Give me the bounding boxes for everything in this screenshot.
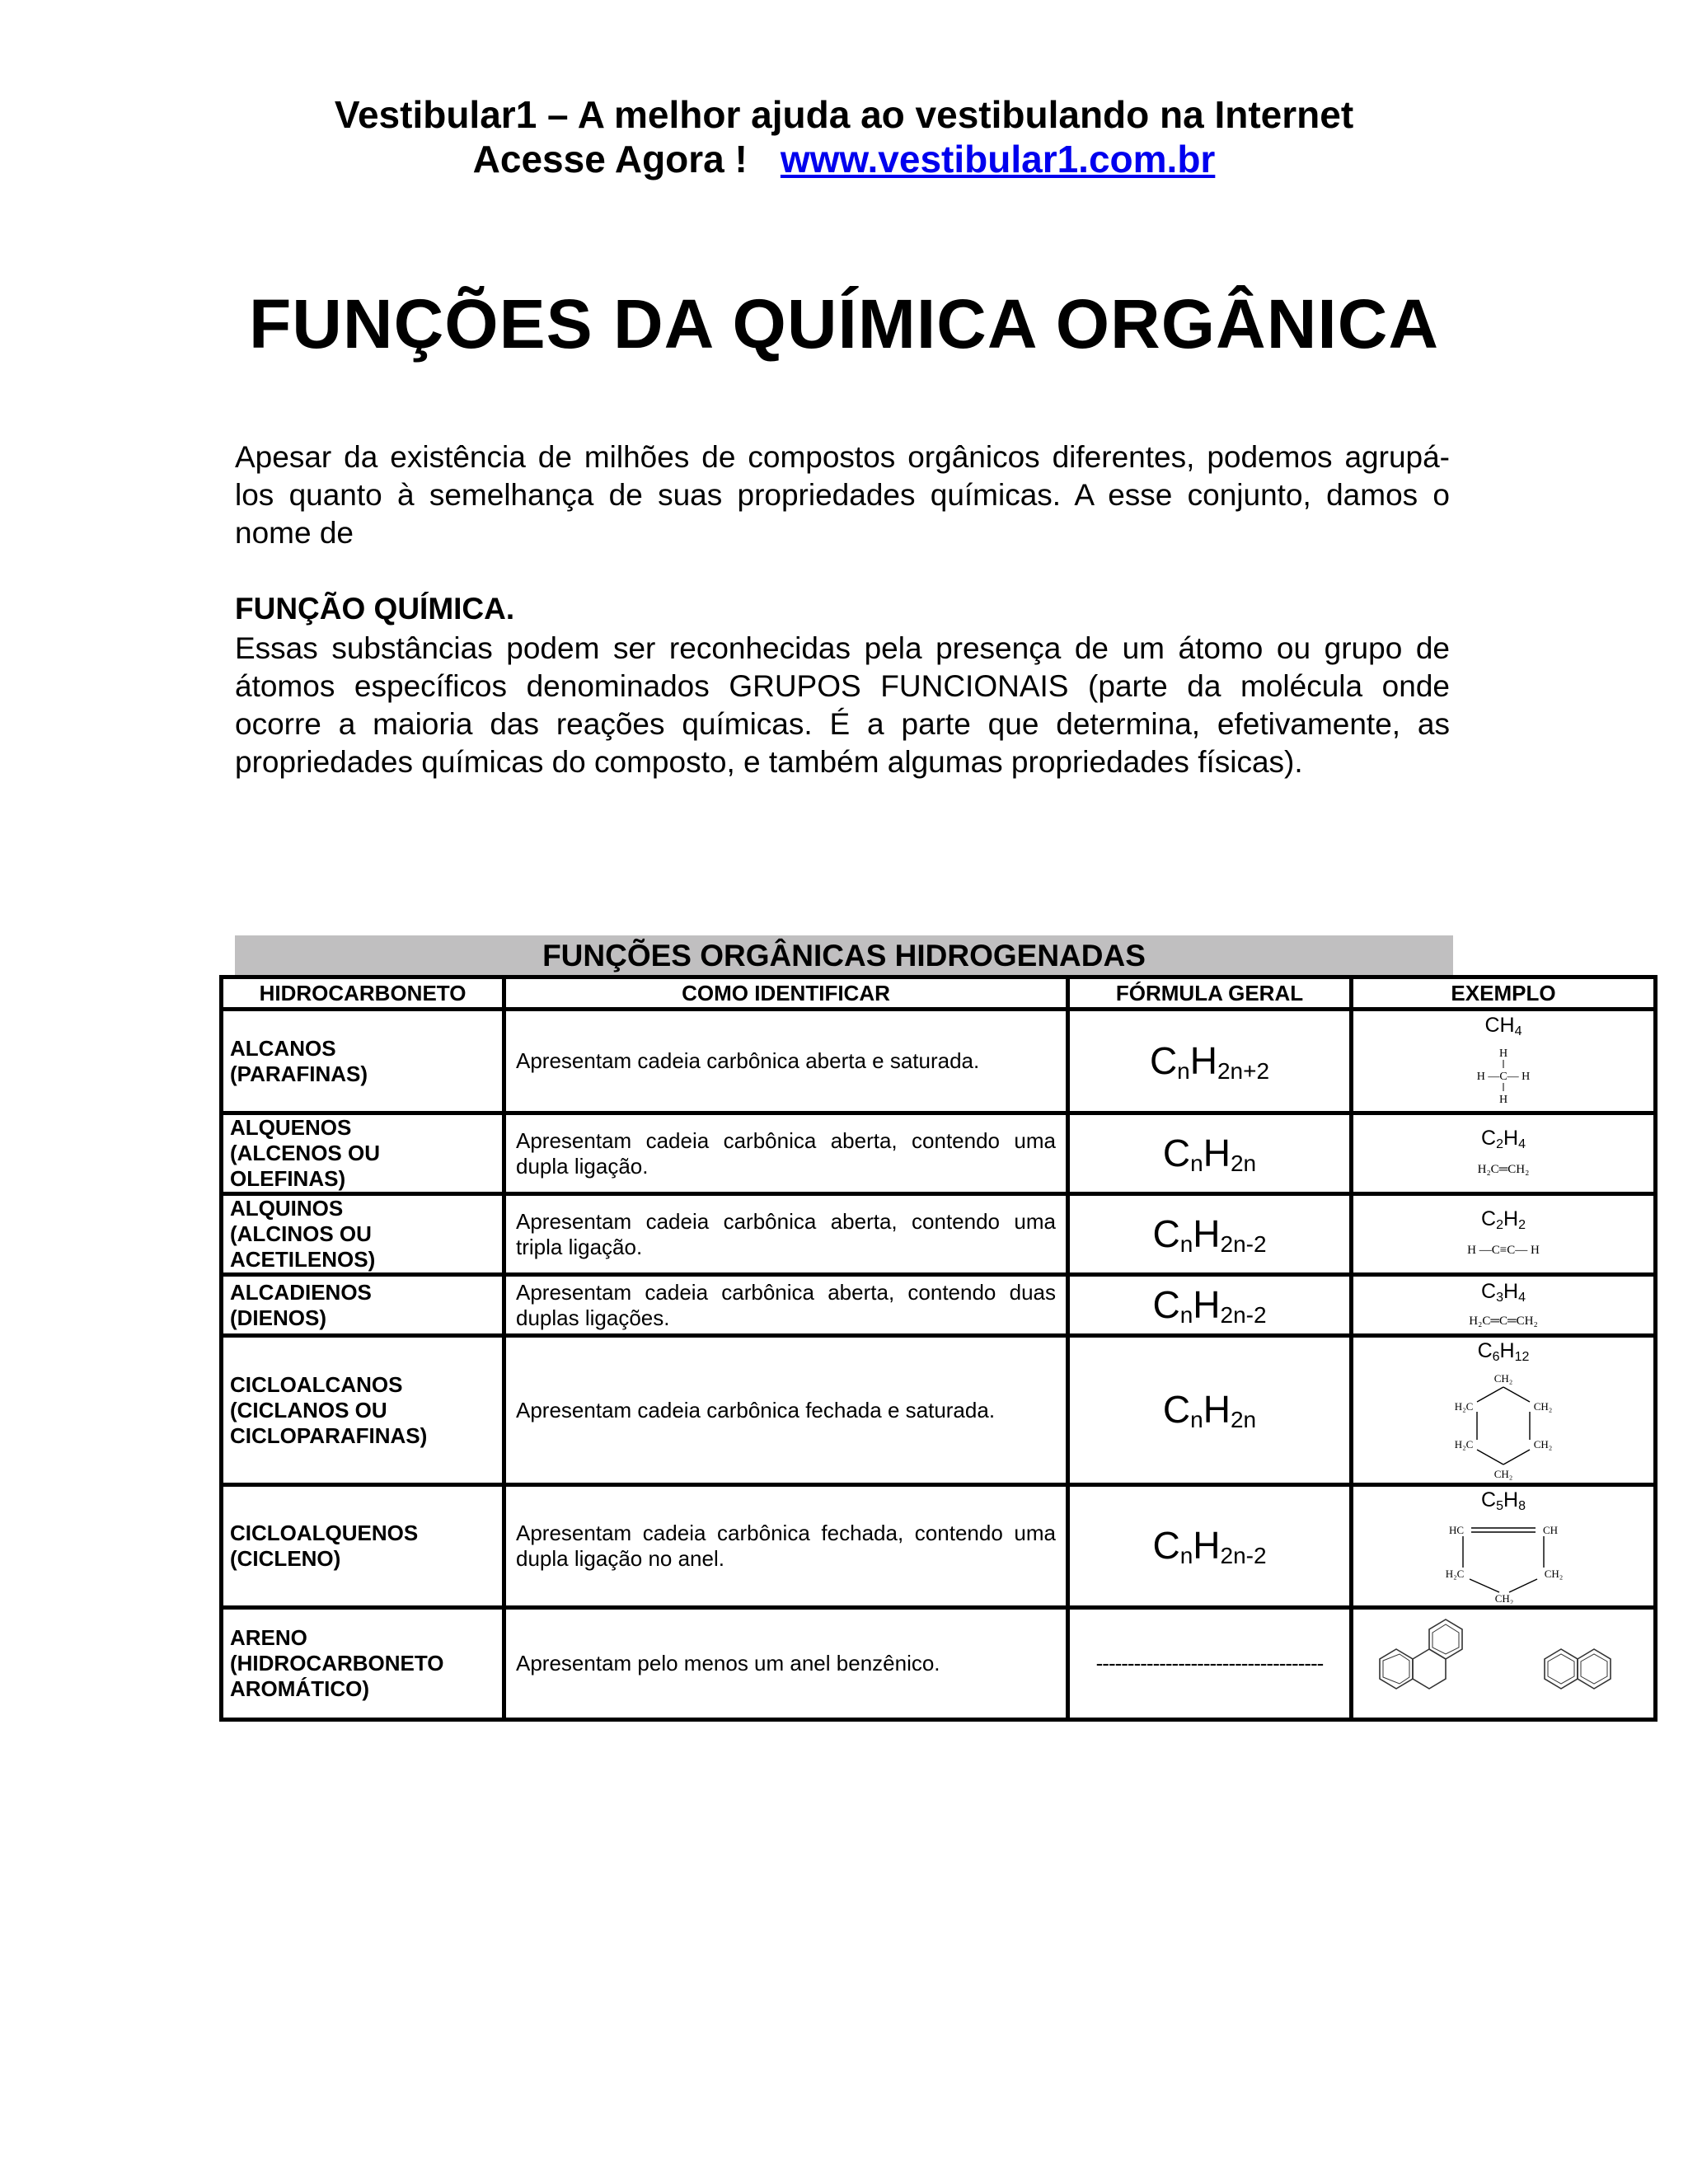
access-now-text: Acesse Agora ! bbox=[472, 138, 748, 180]
svg-text:CH₂: CH₂ bbox=[1494, 1592, 1514, 1604]
cyclohexane-structure-icon bbox=[1437, 1369, 1569, 1481]
svg-text:H: H bbox=[1498, 1093, 1508, 1106]
col-header: FÓRMULA GERAL bbox=[1068, 977, 1352, 1010]
general-formula: $C_nH_{2n-2}$ bbox=[1068, 1194, 1352, 1275]
hydrocarbon-name: ARENO (HIDROCARBONETO AROMÁTICO) bbox=[222, 1608, 504, 1720]
example-cell bbox=[1352, 1485, 1656, 1608]
function-heading: FUNÇÃO QUÍMICA. bbox=[235, 592, 515, 626]
example-formula: $CH_4$ bbox=[1484, 1013, 1522, 1038]
svg-text:CH₂: CH₂ bbox=[1493, 1372, 1513, 1385]
table-row bbox=[222, 1275, 1656, 1336]
col-header: EXEMPLO bbox=[1352, 977, 1656, 1010]
phenanthrene-icon bbox=[1380, 1619, 1462, 1689]
hydrocarbon-name: ALQUINOS (ALCINOS OU ACETILENOS) bbox=[222, 1194, 504, 1275]
identification-text: Apresentam cadeia carbônica fechada e saturada. bbox=[504, 1336, 1068, 1485]
propadiene-structure-icon bbox=[1421, 1310, 1586, 1331]
methane-structure-icon bbox=[1454, 1043, 1553, 1109]
svg-text:H₂C: H₂C bbox=[1454, 1400, 1474, 1413]
table-banner: FUNÇÕES ORGÂNICAS HIDROGENADAS bbox=[235, 935, 1453, 975]
hydrocarbon-name: CICLOALQUENOS (CICLENO) bbox=[222, 1485, 504, 1608]
example-formula: $C_2H_4$ bbox=[1481, 1126, 1526, 1151]
table-row bbox=[222, 1113, 1656, 1194]
general-formula: ------------------------------------ bbox=[1068, 1608, 1352, 1720]
example-formula: $C_5H_8$ bbox=[1481, 1488, 1526, 1513]
hydrocarbon-name: ALQUENOS (ALCENOS OU OLEFINAS) bbox=[222, 1113, 504, 1194]
svg-text:H₂C═C═CH₂: H₂C═C═CH₂ bbox=[1469, 1314, 1538, 1328]
example-formula: $C_6H_{12}$ bbox=[1477, 1339, 1530, 1364]
example-cell bbox=[1352, 1608, 1656, 1720]
example-formula: $C_3H_4$ bbox=[1481, 1279, 1526, 1305]
table-row bbox=[222, 1010, 1656, 1113]
identification-text: Apresentam cadeia carbônica aberta e saturada. bbox=[504, 1010, 1068, 1113]
svg-text:H —C— H: H —C— H bbox=[1476, 1070, 1531, 1083]
identification-text: Apresentam cadeia carbônica aberta, contendo duas duplas ligações. bbox=[504, 1275, 1068, 1336]
svg-text:H —C≡C— H: H —C≡C— H bbox=[1467, 1243, 1540, 1257]
cyclopentene-structure-icon bbox=[1433, 1518, 1573, 1604]
col-header: HIDROCARBONETO bbox=[222, 977, 504, 1010]
svg-text:H₂C: H₂C bbox=[1445, 1568, 1465, 1580]
identification-text: Apresentam cadeia carbônica aberta, contendo uma dupla ligação. bbox=[504, 1113, 1068, 1194]
page-title: FUNÇÕES DA QUÍMICA ORGÂNICA bbox=[248, 285, 1440, 363]
col-header: COMO IDENTIFICAR bbox=[504, 977, 1068, 1010]
example-cell bbox=[1352, 1336, 1656, 1485]
ethene-structure-icon bbox=[1437, 1156, 1569, 1181]
hydrocarbon-table bbox=[219, 975, 1658, 1722]
identification-text: Apresentam cadeia carbônica aberta, contendo uma tripla ligação. bbox=[504, 1194, 1068, 1275]
svg-text:CH: CH bbox=[1542, 1524, 1559, 1536]
svg-text:H₂C═CH₂: H₂C═CH₂ bbox=[1477, 1162, 1530, 1176]
table-row bbox=[222, 1608, 1656, 1720]
hydrocarbon-name: ALCADIENOS (DIENOS) bbox=[222, 1275, 504, 1336]
intro-paragraph: Apesar da existência de milhões de compostos orgânicos diferentes, podemos agrupá-los quanto à semelhança de suas propriedades químicas. A esse conjunto, damos o nome de bbox=[235, 440, 1450, 550]
general-formula: $C_nH_{2n}$ bbox=[1068, 1336, 1352, 1485]
hydrocarbon-name: CICLOALCANOS (CICLANOS OU CICLOPARAFINAS) bbox=[222, 1336, 504, 1485]
svg-text:H: H bbox=[1498, 1047, 1508, 1060]
svg-text:H₂C: H₂C bbox=[1454, 1438, 1474, 1451]
hydrocarbon-name: ALCANOS (PARAFINAS) bbox=[222, 1010, 504, 1113]
example-cell bbox=[1352, 1194, 1656, 1275]
table-header-row bbox=[222, 977, 1656, 1010]
svg-text:CH₂: CH₂ bbox=[1533, 1400, 1553, 1413]
ethyne-structure-icon bbox=[1437, 1237, 1569, 1262]
svg-text:CH₂: CH₂ bbox=[1533, 1438, 1553, 1451]
general-formula: $C_nH_{2n}$ bbox=[1068, 1113, 1352, 1194]
identification-text: Apresentam cadeia carbônica fechada, contendo uma dupla ligação no anel. bbox=[504, 1485, 1068, 1608]
identification-text: Apresentam pelo menos um anel benzênico. bbox=[504, 1608, 1068, 1720]
example-formula: $C_2H_2$ bbox=[1481, 1207, 1526, 1232]
site-link[interactable]: www.vestibular1.com.br bbox=[780, 138, 1216, 180]
svg-text:CH₂: CH₂ bbox=[1544, 1568, 1564, 1580]
function-paragraph: Essas substâncias podem ser reconhecidas pela presença de um átomo ou grupo de átomos específicos denominados GRUPOS FUNCIONAIS (parte da molécula onde ocorre a maioria das reações químicas. É a parte que determina, efetivamente, as propriedades químicas do composto, e também algumas propriedades físicas). bbox=[235, 631, 1450, 779]
svg-text:HC: HC bbox=[1448, 1524, 1465, 1536]
aromatic-examples-icon bbox=[1363, 1616, 1643, 1707]
table-row bbox=[222, 1336, 1656, 1485]
site-header-line2 bbox=[0, 137, 1688, 181]
site-header-line1: Vestibular1 – A melhor ajuda ao vestibulando na Internet bbox=[334, 93, 1354, 136]
table-row bbox=[222, 1485, 1656, 1608]
table-row bbox=[222, 1194, 1656, 1275]
example-cell bbox=[1352, 1010, 1656, 1113]
naphthalene-icon bbox=[1545, 1649, 1611, 1689]
svg-text:CH₂: CH₂ bbox=[1493, 1468, 1513, 1480]
general-formula: $C_nH_{2n-2}$ bbox=[1068, 1485, 1352, 1608]
general-formula: $C_nH_{2n-2}$ bbox=[1068, 1275, 1352, 1336]
example-cell bbox=[1352, 1113, 1656, 1194]
general-formula: $C_nH_{2n+2}$ bbox=[1068, 1010, 1352, 1113]
example-cell bbox=[1352, 1275, 1656, 1336]
